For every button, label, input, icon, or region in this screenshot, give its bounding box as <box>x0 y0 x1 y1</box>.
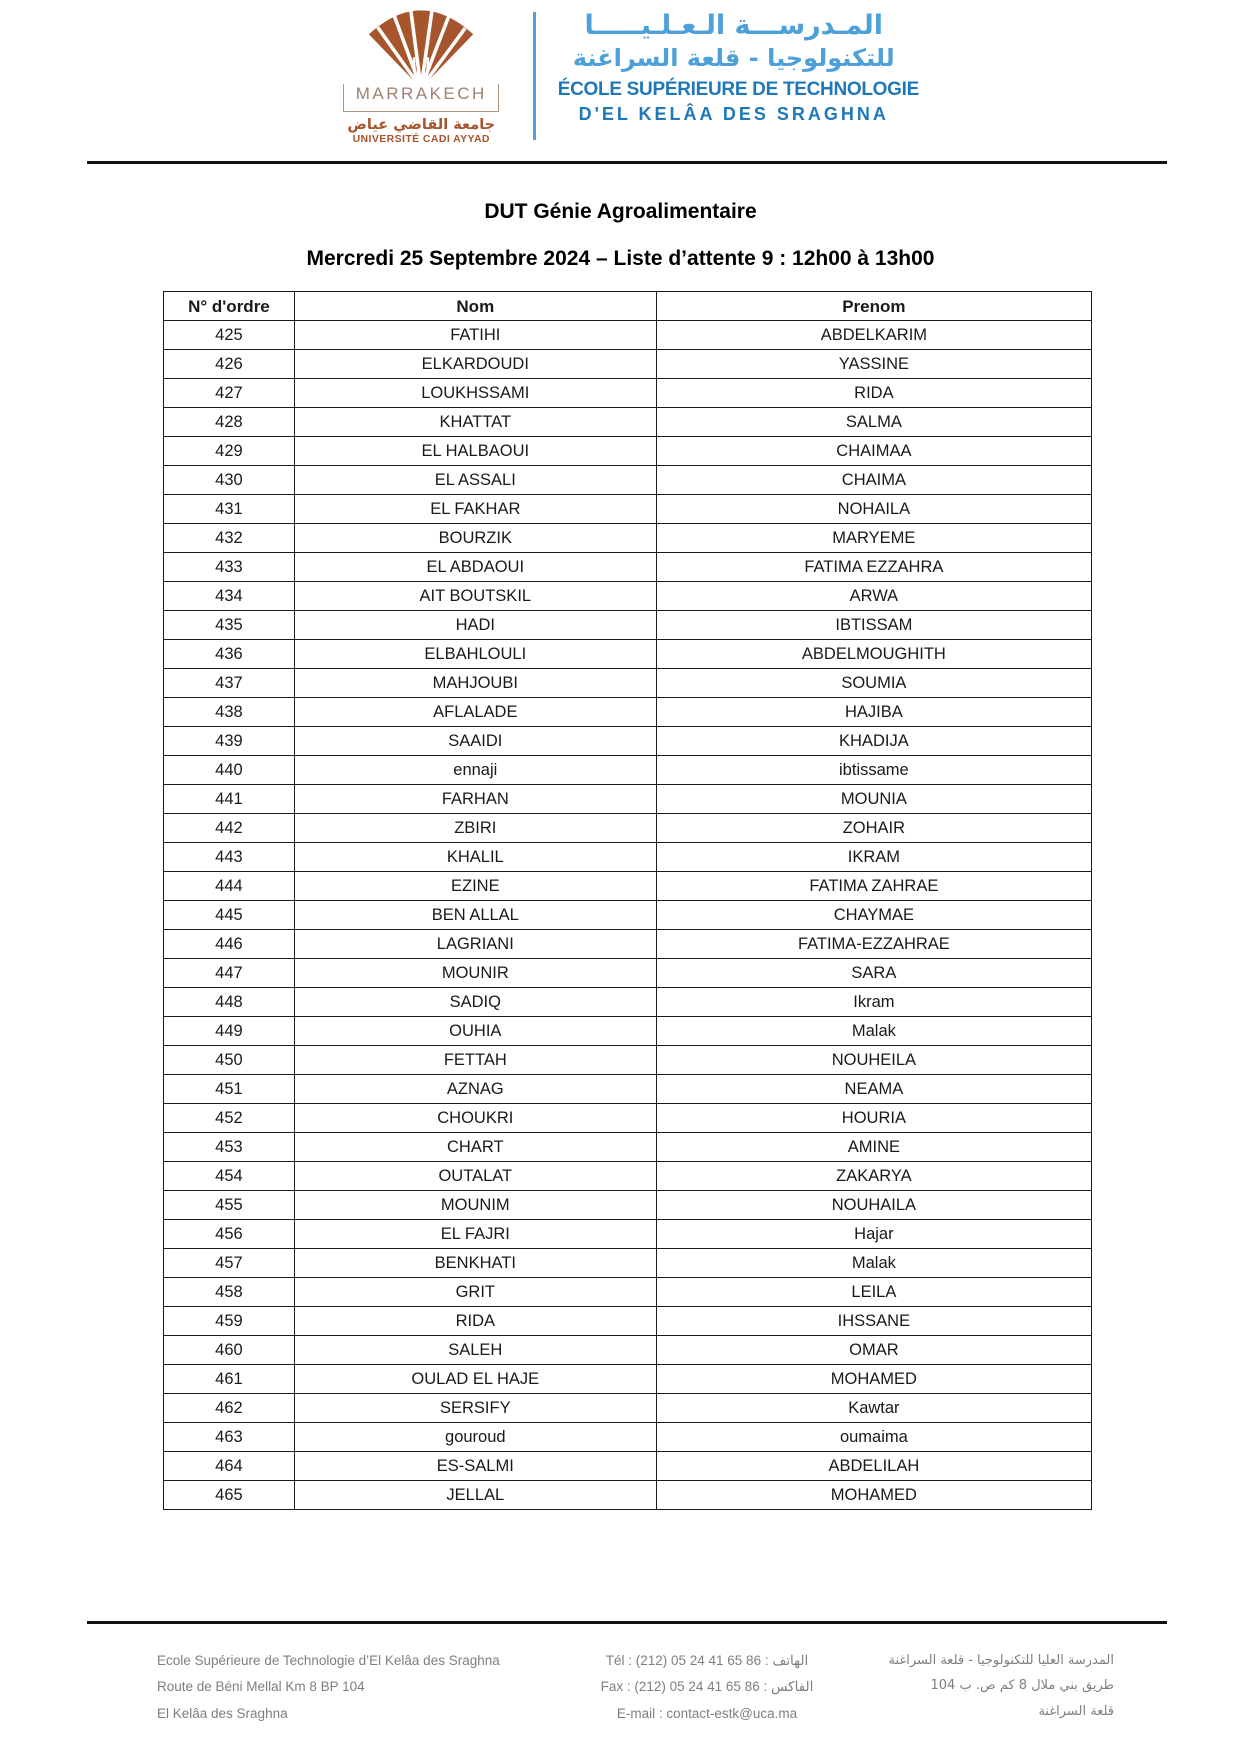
order-cell: 431 <box>164 495 295 524</box>
footer-email: E-mail : contact-estk@uca.ma <box>616 1705 798 1721</box>
order-cell: 453 <box>164 1133 295 1162</box>
footer-city: El Kelâa des Sraghna <box>157 1705 288 1721</box>
nom-cell: RIDA <box>294 1307 656 1336</box>
prenom-cell: SALMA <box>656 408 1091 437</box>
footer-phone: Tél : (212) 05 24 41 65 86 : الهاتف <box>605 1653 809 1668</box>
university-logo <box>331 6 511 145</box>
table-row <box>164 1278 1092 1307</box>
school-name-french-line2: D'EL KELÂA DES SRAGHNA <box>578 104 889 125</box>
nom-cell: EL FAJRI <box>294 1220 656 1249</box>
prenom-cell: MOHAMED <box>656 1481 1091 1510</box>
nom-cell: FATIHI <box>294 321 656 350</box>
table-row <box>164 785 1092 814</box>
prenom-cell: SARA <box>656 959 1091 988</box>
prenom-cell: FATIMA EZZAHRA <box>656 553 1091 582</box>
prenom-cell: RIDA <box>656 379 1091 408</box>
table-row <box>164 611 1092 640</box>
order-cell: 429 <box>164 437 295 466</box>
prenom-cell: AMINE <box>656 1133 1091 1162</box>
table-row <box>164 1046 1092 1075</box>
nom-cell: FARHAN <box>294 785 656 814</box>
table-body <box>164 321 1092 1510</box>
footer-address-arabic <box>857 1648 1167 1724</box>
column-header-prenom: Prenom <box>656 292 1091 321</box>
prenom-cell: MOUNIA <box>656 785 1091 814</box>
order-cell: 462 <box>164 1394 295 1423</box>
prenom-cell: Malak <box>656 1017 1091 1046</box>
prenom-cell: FATIMA-EZZAHRAE <box>656 930 1091 959</box>
nom-cell: HADI <box>294 611 656 640</box>
table-row <box>164 814 1092 843</box>
order-cell: 434 <box>164 582 295 611</box>
order-cell: 439 <box>164 727 295 756</box>
prenom-cell: Kawtar <box>656 1394 1091 1423</box>
order-cell: 432 <box>164 524 295 553</box>
prenom-cell: Hajar <box>656 1220 1091 1249</box>
order-cell: 436 <box>164 640 295 669</box>
nom-cell: SAAIDI <box>294 727 656 756</box>
prenom-cell: OMAR <box>656 1336 1091 1365</box>
table-row <box>164 1017 1092 1046</box>
prenom-cell: CHAIMAA <box>656 437 1091 466</box>
prenom-cell: CHAIMA <box>656 466 1091 495</box>
table-row <box>164 640 1092 669</box>
nom-cell: CHART <box>294 1133 656 1162</box>
table-row <box>164 1104 1092 1133</box>
table-row <box>164 1191 1092 1220</box>
session-subtitle: Mercredi 25 Septembre 2024 – Liste d’attente 9 : 12h00 à 13h00 <box>306 247 935 270</box>
table-row <box>164 408 1092 437</box>
school-name-arabic-line2: للتكنولوجيا - قلعة السراغنة <box>572 44 895 73</box>
nom-cell: KHALIL <box>294 843 656 872</box>
prenom-cell: CHAYMAE <box>656 901 1091 930</box>
order-cell: 456 <box>164 1220 295 1249</box>
table-row <box>164 1307 1092 1336</box>
order-cell: 457 <box>164 1249 295 1278</box>
nom-cell: SADIQ <box>294 988 656 1017</box>
order-cell: 446 <box>164 930 295 959</box>
footer-school-name-arabic: المدرسة العليا للتكنولوجيا - قلعة السراغنة <box>888 1653 1114 1668</box>
nom-cell: SALEH <box>294 1336 656 1365</box>
nom-cell: EL ABDAOUI <box>294 553 656 582</box>
table-row <box>164 1220 1092 1249</box>
table-row <box>164 1481 1092 1510</box>
prenom-cell: SOUMIA <box>656 669 1091 698</box>
footer-contact <box>557 1648 857 1727</box>
nom-cell: EL FAKHAR <box>294 495 656 524</box>
nom-cell: EZINE <box>294 872 656 901</box>
table-row <box>164 1249 1092 1278</box>
prenom-cell: ARWA <box>656 582 1091 611</box>
prenom-cell: IHSSANE <box>656 1307 1091 1336</box>
order-cell: 465 <box>164 1481 295 1510</box>
prenom-cell: oumaima <box>656 1423 1091 1452</box>
table-row <box>164 1162 1092 1191</box>
order-cell: 427 <box>164 379 295 408</box>
order-cell: 452 <box>164 1104 295 1133</box>
table-row <box>164 872 1092 901</box>
footer-divider-rule <box>87 1621 1167 1624</box>
table-row <box>164 901 1092 930</box>
prenom-cell: IBTISSAM <box>656 611 1091 640</box>
column-header-order: N° d'ordre <box>164 292 295 321</box>
school-name-french-line1: ÉCOLE SUPÉRIEURE DE TECHNOLOGIE <box>557 79 919 101</box>
prenom-cell: ABDELILAH <box>656 1452 1091 1481</box>
footer-address-french <box>87 1648 557 1727</box>
prenom-cell: HAJIBA <box>656 698 1091 727</box>
footer-school-name: Ecole Supérieure de Technologie d’El Kelâa des Sraghna <box>157 1653 500 1668</box>
order-cell: 433 <box>164 553 295 582</box>
table-row <box>164 727 1092 756</box>
table-row <box>164 553 1092 582</box>
prenom-cell: NOUHEILA <box>656 1046 1091 1075</box>
nom-cell: OUHIA <box>294 1017 656 1046</box>
order-cell: 460 <box>164 1336 295 1365</box>
order-cell: 445 <box>164 901 295 930</box>
prenom-cell: YASSINE <box>656 350 1091 379</box>
university-name-french: UNIVERSITÉ CADI AYYAD <box>352 133 490 145</box>
logo-frame <box>343 84 499 112</box>
nom-cell: AFLALADE <box>294 698 656 727</box>
nom-cell: OULAD EL HAJE <box>294 1365 656 1394</box>
footer <box>87 1648 1167 1727</box>
table-row <box>164 1075 1092 1104</box>
table-row <box>164 1336 1092 1365</box>
nom-cell: KHATTAT <box>294 408 656 437</box>
table-row <box>164 1133 1092 1162</box>
prenom-cell: LEILA <box>656 1278 1091 1307</box>
footer-street: Route de Béni Mellal Km 8 BP 104 <box>157 1679 365 1695</box>
palm-fan-icon <box>362 6 480 90</box>
order-cell: 449 <box>164 1017 295 1046</box>
table-row <box>164 698 1092 727</box>
order-cell: 448 <box>164 988 295 1017</box>
prenom-cell: NEAMA <box>656 1075 1091 1104</box>
letterhead <box>0 6 1241 145</box>
prenom-cell: Malak <box>656 1249 1091 1278</box>
order-cell: 440 <box>164 756 295 785</box>
table-row <box>164 582 1092 611</box>
nom-cell: AZNAG <box>294 1075 656 1104</box>
prenom-cell: NOUHAILA <box>656 1191 1091 1220</box>
nom-cell: EL ASSALI <box>294 466 656 495</box>
order-cell: 464 <box>164 1452 295 1481</box>
table-row <box>164 756 1092 785</box>
logo-city-label: MARRAKECH <box>355 84 487 103</box>
prenom-cell: ZOHAIR <box>656 814 1091 843</box>
table-row <box>164 437 1092 466</box>
table-row <box>164 321 1092 350</box>
prenom-cell: MARYEME <box>656 524 1091 553</box>
table-row <box>164 524 1092 553</box>
nom-cell: ES-SALMI <box>294 1452 656 1481</box>
logo-divider <box>533 12 536 140</box>
nom-cell: FETTAH <box>294 1046 656 1075</box>
order-cell: 443 <box>164 843 295 872</box>
prenom-cell: KHADIJA <box>656 727 1091 756</box>
nom-cell: SERSIFY <box>294 1394 656 1423</box>
table-row <box>164 350 1092 379</box>
table-row <box>164 959 1092 988</box>
order-cell: 454 <box>164 1162 295 1191</box>
table-row <box>164 843 1092 872</box>
nom-cell: OUTALAT <box>294 1162 656 1191</box>
school-name-arabic-line1: المـدرســـة الـعـلـيـــــا <box>584 10 884 41</box>
order-cell: 435 <box>164 611 295 640</box>
nom-cell: ZBIRI <box>294 814 656 843</box>
table-row <box>164 1452 1092 1481</box>
footer-street-arabic: طريق بني ملال 8 كم ص. ب 104 <box>930 1678 1114 1694</box>
footer-city-arabic: قلعة السراغنة <box>1038 1703 1114 1719</box>
order-cell: 463 <box>164 1423 295 1452</box>
table-row <box>164 495 1092 524</box>
nom-cell: gouroud <box>294 1423 656 1452</box>
table-row <box>164 379 1092 408</box>
nom-cell: MOUNIM <box>294 1191 656 1220</box>
nom-cell: CHOUKRI <box>294 1104 656 1133</box>
nom-cell: AIT BOUTSKIL <box>294 582 656 611</box>
column-header-nom: Nom <box>294 292 656 321</box>
nom-cell: BENKHATI <box>294 1249 656 1278</box>
prenom-cell: FATIMA ZAHRAE <box>656 872 1091 901</box>
prenom-cell: MOHAMED <box>656 1365 1091 1394</box>
order-cell: 450 <box>164 1046 295 1075</box>
order-cell: 447 <box>164 959 295 988</box>
order-cell: 428 <box>164 408 295 437</box>
order-cell: 438 <box>164 698 295 727</box>
table-row <box>164 1365 1092 1394</box>
table-row <box>164 1423 1092 1452</box>
school-name-block <box>557 6 919 125</box>
prenom-cell: IKRAM <box>656 843 1091 872</box>
order-cell: 441 <box>164 785 295 814</box>
nom-cell: MAHJOUBI <box>294 669 656 698</box>
table-row <box>164 988 1092 1017</box>
prenom-cell: ABDELKARIM <box>656 321 1091 350</box>
prenom-cell: ABDELMOUGHITH <box>656 640 1091 669</box>
order-cell: 425 <box>164 321 295 350</box>
order-cell: 459 <box>164 1307 295 1336</box>
order-cell: 444 <box>164 872 295 901</box>
table-row <box>164 930 1092 959</box>
nom-cell: BEN ALLAL <box>294 901 656 930</box>
order-cell: 451 <box>164 1075 295 1104</box>
order-cell: 437 <box>164 669 295 698</box>
table-header-row <box>164 292 1092 321</box>
order-cell: 430 <box>164 466 295 495</box>
nom-cell: MOUNIR <box>294 959 656 988</box>
order-cell: 461 <box>164 1365 295 1394</box>
table-row <box>164 466 1092 495</box>
table-row <box>164 669 1092 698</box>
table-row <box>164 1394 1092 1423</box>
nom-cell: ennaji <box>294 756 656 785</box>
order-cell: 442 <box>164 814 295 843</box>
order-cell: 458 <box>164 1278 295 1307</box>
nom-cell: ELKARDOUDI <box>294 350 656 379</box>
waiting-list-table <box>163 291 1092 1510</box>
nom-cell: BOURZIK <box>294 524 656 553</box>
nom-cell: LOUKHSSAMI <box>294 379 656 408</box>
prenom-cell: ibtissame <box>656 756 1091 785</box>
nom-cell: LAGRIANI <box>294 930 656 959</box>
nom-cell: JELLAL <box>294 1481 656 1510</box>
prenom-cell: Ikram <box>656 988 1091 1017</box>
order-cell: 426 <box>164 350 295 379</box>
page-title: DUT Génie Agroalimentaire <box>484 200 757 223</box>
nom-cell: EL HALBAOUI <box>294 437 656 466</box>
university-name-arabic: جامعة القاضي عياض <box>347 117 496 133</box>
order-cell: 455 <box>164 1191 295 1220</box>
prenom-cell: ZAKARYA <box>656 1162 1091 1191</box>
prenom-cell: HOURIA <box>656 1104 1091 1133</box>
header-divider-rule <box>87 161 1167 164</box>
nom-cell: GRIT <box>294 1278 656 1307</box>
prenom-cell: NOHAILA <box>656 495 1091 524</box>
footer-fax: Fax : (212) 05 24 41 65 86 : الفاكس <box>600 1679 814 1695</box>
nom-cell: ELBAHLOULI <box>294 640 656 669</box>
